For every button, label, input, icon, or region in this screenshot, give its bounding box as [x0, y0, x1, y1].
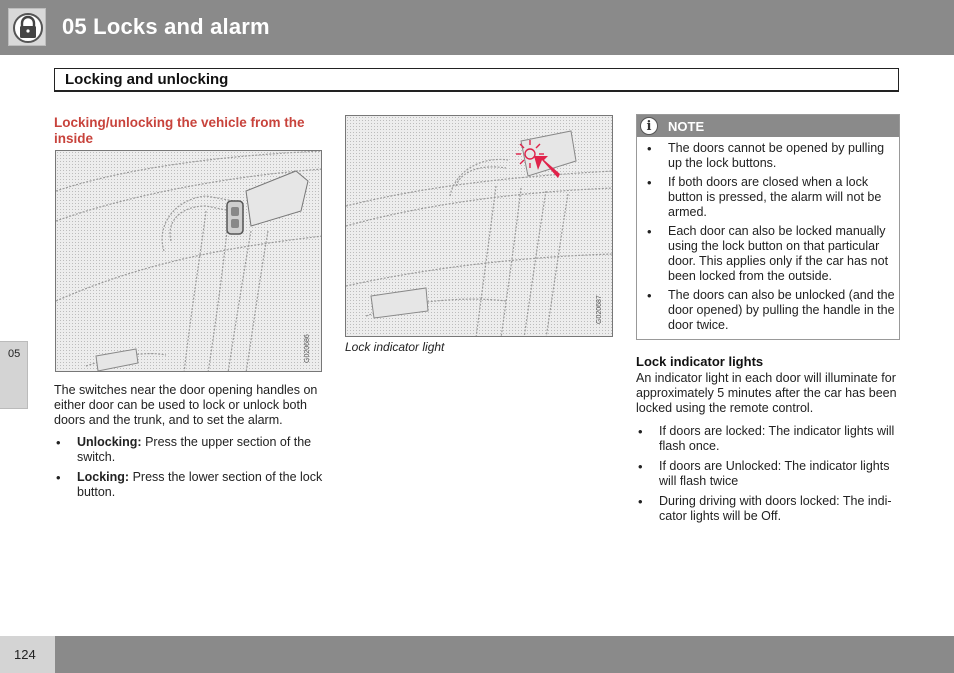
- section-title: Locking and unlocking: [65, 71, 229, 88]
- list-item: • The doors cannot be opened by pulling up the lock buttons.: [645, 141, 895, 171]
- column1-bullet-list: [54, 435, 326, 505]
- page-header: [0, 0, 954, 55]
- list-item: • If both doors are closed when a lock button is pressed, the alarm will not be armed.: [645, 175, 895, 220]
- list-item-text: Press the lower section of the lock button.: [77, 470, 323, 499]
- column3-bullet-list: [636, 424, 902, 529]
- list-item: • If doors are locked: The indicator lights will flash once.: [636, 424, 902, 454]
- figure-code: G020686: [304, 334, 311, 363]
- list-item: [54, 470, 326, 500]
- page-number-box: [0, 636, 55, 673]
- section-heading-bar: [54, 68, 899, 92]
- list-item-text: Press the upper section of the switch.: [77, 435, 312, 464]
- list-item: [54, 435, 326, 465]
- note-label: NOTE: [668, 119, 705, 134]
- column3-heading: Lock indicator lights: [636, 354, 764, 369]
- info-icon: i: [640, 117, 658, 135]
- list-item: • During driving with doors locked: The indi-cator lights will be Off.: [636, 494, 902, 524]
- column1-heading: Locking/unlocking the vehicle from the inside: [54, 115, 305, 146]
- list-item: • If doors are Unlocked: The indicator lights will flash twice: [636, 459, 902, 489]
- figure-caption: Lock indicator light: [345, 340, 445, 354]
- chapter-tab[interactable]: [0, 341, 28, 409]
- column1-paragraph: The switches near the door opening handles on either door can be used to lock or unlock both doors and the trunk, and to set the alarm.: [54, 383, 318, 427]
- chapter-title: 05 Locks and alarm: [62, 14, 270, 39]
- lock-icon: [8, 8, 46, 46]
- list-item-bold: Unlocking:: [77, 435, 142, 449]
- note-header: [637, 115, 899, 137]
- page-number: 124: [14, 647, 36, 662]
- door-panel-drawing-2: [346, 116, 613, 337]
- list-item: • The doors can also be unlocked (and the door opened) by pulling the handle in the door twice.: [645, 288, 895, 333]
- list-item: • Each door can also be locked manually using the lock button on that particular door. This applies only if the car has not been locked from the outside.: [645, 224, 895, 284]
- door-switch-illustration: [55, 150, 322, 372]
- chapter-tab-label: 05: [8, 348, 21, 360]
- note-bullet-list: [645, 141, 895, 337]
- lock-indicator-illustration: [345, 115, 613, 337]
- door-panel-drawing: [56, 151, 322, 372]
- figure-code: G020687: [596, 295, 603, 324]
- column3-paragraph: An indicator light in each door will illuminate for approximately 5 minutes after the car has been locked using the remote control.: [636, 371, 897, 415]
- list-item-bold: Locking:: [77, 470, 130, 484]
- note-box: [636, 114, 900, 340]
- page-footer: [0, 636, 954, 673]
